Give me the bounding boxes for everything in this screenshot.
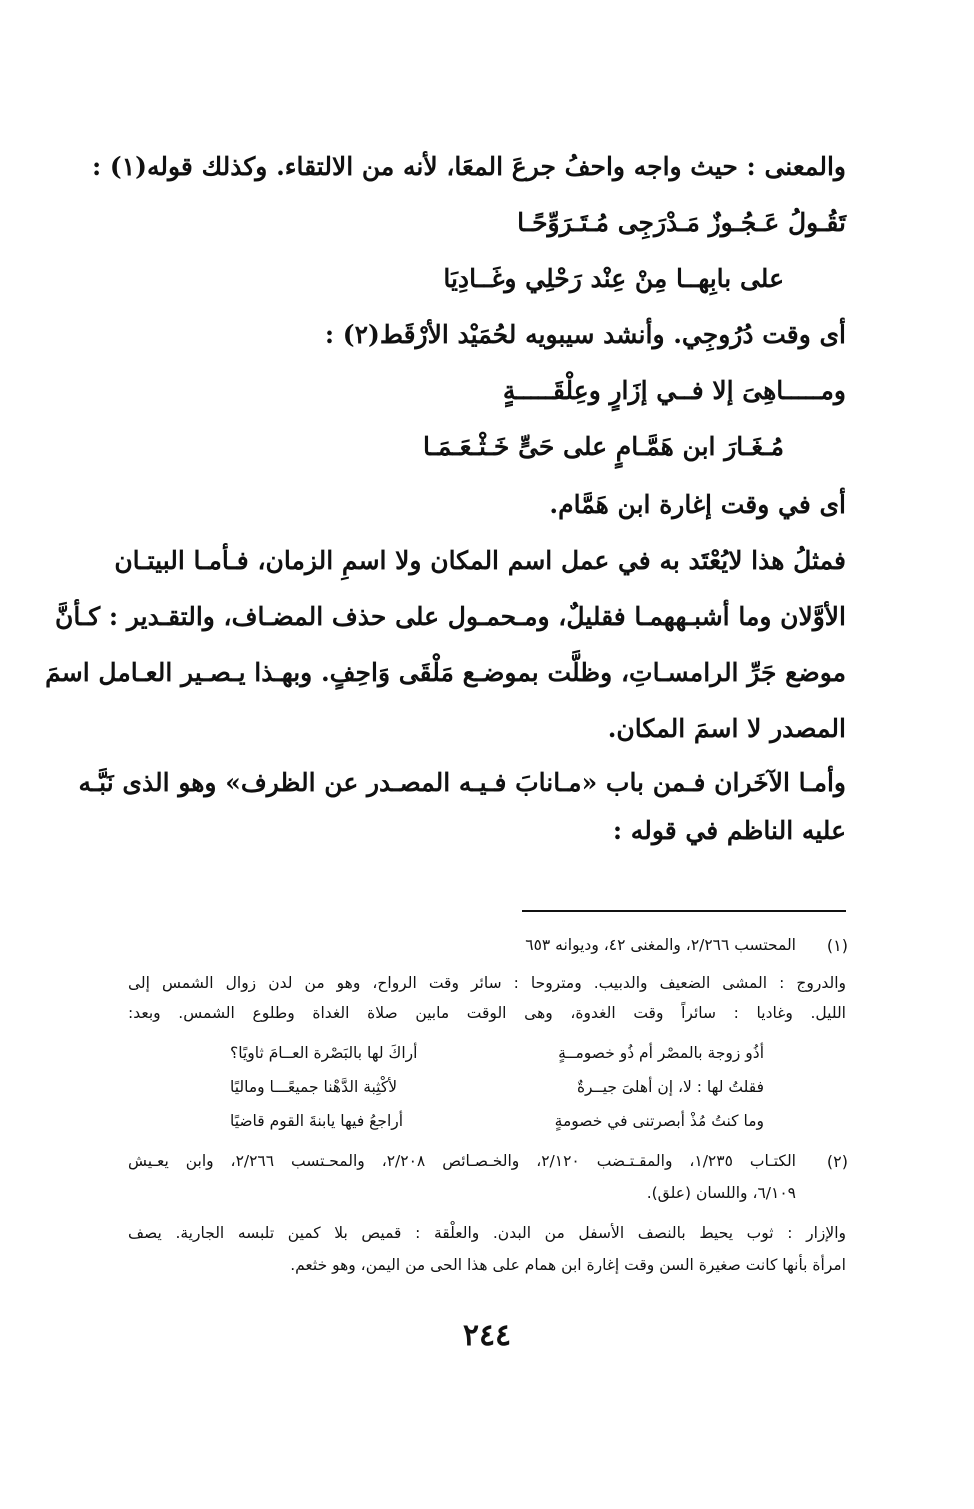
text-line: فمثلُ هذا لايُعْتَد به في عمل اسم المكان ولا اسمِ الزمان، فـأمـا البيتـان xyxy=(114,546,846,575)
text-line: أى في وقت إغارة ابن هَمَّام. xyxy=(549,490,846,519)
verse-line: على بابِهــا مِنْ عِنْد رَحْلِي وغَــادِيَا xyxy=(443,264,784,293)
footnote-number: (٢) xyxy=(826,1152,848,1171)
verse-line: تَقُـولُ عَـجُـوزٌ مَـدْرَجِى مُـتَـرَوِّحًـا xyxy=(517,208,846,237)
text-line: والمعنى : حيث واجه واحفُ جرعَ المعَا، لأنه من الالتقاء. وكذلك قوله(١) : xyxy=(91,152,846,181)
footnote-text: والإزار : ثوب يحيط بالنصف الأسفل من البدن. والعلْقة : قميص بلا كمين تلبسه الجارية. يصف xyxy=(128,1224,846,1242)
footnote-text: والدروج : المشى الضعيف والدبيب. ومتروحا : سائر وقت الرواح، وهو من لدن زوال الشمس إلى xyxy=(128,974,846,992)
footnote-number: (١) xyxy=(826,936,848,955)
text-line: المصدر لا اسمَ المكان. xyxy=(607,714,846,743)
text-line: موضع جَرِّ الرامسـاتِ، وظلَّت بموضـع مَلْقَى وَاحِفٍ. وبهـذا يـصـير العـامل اسمَ xyxy=(45,658,846,687)
footnote-text: امرأة بأنها كانت صغيرة السن وقت إغارة ابن همام على هذا الحى من اليمن، وهو خثعم. xyxy=(290,1256,846,1274)
text-line: الأوَّلان وما أشبـههمـا فقليلٌ، ومـحمـول على حذف المضـاف، والتقـدير : كـأنَّ xyxy=(54,602,846,631)
footnote-separator xyxy=(522,910,846,912)
footnote-text: الليل. وغاديا : سائراً وقت الغدوة، وهى الوقت مابين صلاة الغداة وطلوع الشمس. وبعد: xyxy=(128,1004,846,1022)
footnote-verse-second-half: لأكْثِبة الدَّهْنا جميعًـــا وماليًا xyxy=(230,1078,398,1096)
footnote-source: المحتسب ٢/٢٦٦، والمغنى ٤٢، وديوانه ٦٥٣ xyxy=(525,936,796,954)
text-line: وأمـا الآخَران فـمن باب «مـانابَ فـيـه المصـدر عن الظرف» وهو الذى نَبَّـه xyxy=(78,768,846,797)
footnote-verse-first-half: فقلتُ لها : لا، إن أهلىَ جيــرةٌ xyxy=(576,1078,764,1096)
footnote-verse-second-half: أراجعُ فيها يابنةَ القوم قاضيًا xyxy=(230,1112,404,1130)
verse-line: ومـــــاهِىَ إلا فــي إزَارٍ وعِلْقَـــــةٍ xyxy=(502,376,846,405)
footnote-source: الكتـاب ١/٢٣٥، والمقـتـضب ٢/١٢٠، والخـصـائص ٢/٢٠٨، والمحـتسب ٢/٢٦٦، وابن يعـيش xyxy=(128,1152,796,1170)
footnote-verse-second-half: أراكَ لها بالبَصْرة العــامَ ثاويًا؟ xyxy=(230,1044,418,1062)
footnote-source: ٦/١٠٩، واللسان (علق). xyxy=(646,1184,796,1202)
text-line: عليه الناظم في قوله : xyxy=(612,816,846,845)
verse-line: مُـغَـارَ ابن هَمَّـامٍ على حَىٍّ خَـثْـعَـمَـا xyxy=(422,432,784,461)
text-line: أى وقت دُرُوجِي. وأنشد سيبويه لحُمَيْد الأرْقَط(٢) : xyxy=(324,320,846,349)
footnote-verse-first-half: أذُو زوجة بالمصْر أم ذُو خصومــةٍ xyxy=(558,1044,764,1062)
footnote-verse-first-half: وما كنتُ مُذْ أبصرتنى في خصومةٍ xyxy=(554,1112,764,1130)
page-number: ٢٤٤ xyxy=(462,1318,512,1353)
